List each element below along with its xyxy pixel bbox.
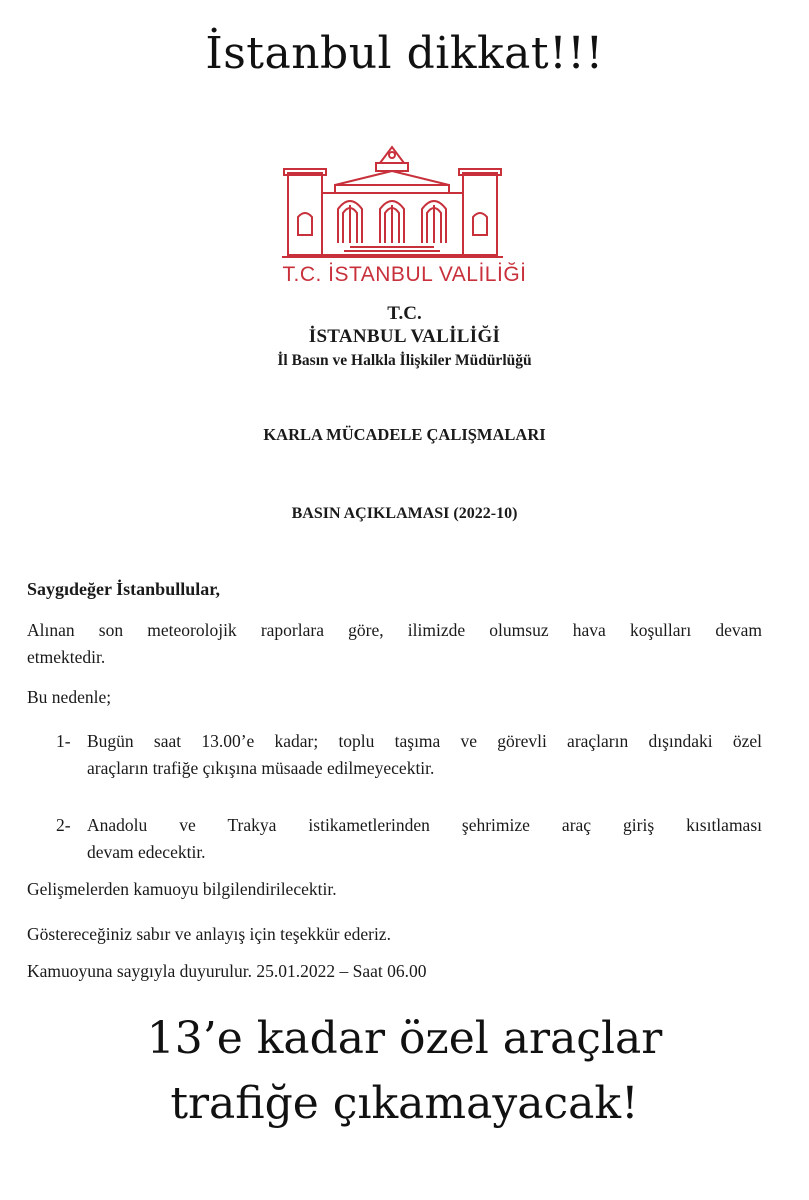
paragraph-updates: Gelişmelerden kamuoyu bilgilendirilecektir. [27, 879, 337, 899]
list-item-text [87, 728, 762, 782]
paragraph-weather [27, 617, 762, 671]
paragraph-therefore: Bu nedenle; [27, 687, 112, 707]
greeting: Saygıdeğer İstanbullular, [27, 579, 221, 599]
header-directorate: İl Basın ve Halkla İlişkiler Müdürlüğü [277, 352, 532, 369]
list-item-number: 1- [56, 731, 71, 751]
logo-text: T.C. İSTANBUL VALİLİĞİ [282, 263, 527, 286]
list-item [56, 728, 762, 782]
list-item-text [87, 812, 762, 866]
header-tc: T.C. [387, 303, 422, 324]
paragraph-thanks: Göstereceğiniz sabır ve anlayış için teşekkür ederiz. [27, 924, 391, 944]
list-item-line1: Bugün saat 13.00’e kadar; toplu taşıma ve görevli araçların dışındaki özel [87, 731, 762, 751]
paragraph-weather-line2: etmektedir. [27, 647, 106, 667]
list-item-number: 2- [56, 815, 71, 835]
bottom-caption-line2: trafiğe çıkamayacak! [170, 1078, 639, 1129]
press-release-number: BASIN AÇIKLAMASI (2022-10) [291, 505, 518, 522]
paragraph-weather-line1: Alınan son meteorolojik raporlara göre, ilimizde olumsuz hava koşulları devam [27, 620, 762, 640]
bottom-caption-line1: 13’e kadar özel araçlar [146, 1013, 663, 1064]
header-governorship: İSTANBUL VALİLİĞİ [308, 326, 501, 347]
top-caption-text: İstanbul dikkat!!! [205, 28, 604, 79]
list-item-line1: Anadolu ve Trakya istikametlerinden şehrimize araç giriş kısıtlaması [87, 815, 762, 835]
document-subject: KARLA MÜCADELE ÇALIŞMALARI [263, 425, 546, 444]
top-caption [0, 0, 809, 100]
list-item [56, 812, 762, 866]
list-item-line2: devam edecektir. [87, 842, 206, 862]
list-item-line2: araçların trafiğe çıkışına müsaade edilmeyecektir. [87, 758, 435, 778]
paragraph-announcement-date: Kamuoyuna saygıyla duyurulur. 25.01.2022 – Saat 06.00 [27, 961, 427, 981]
